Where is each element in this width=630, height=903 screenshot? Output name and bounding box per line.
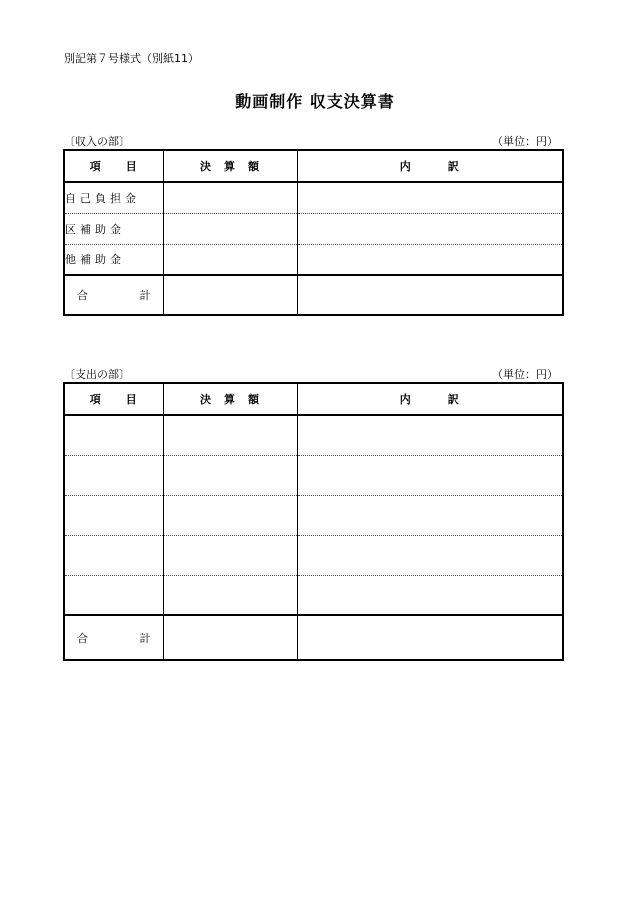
income-row-ward-subsidy [64, 213, 563, 244]
expense-row [64, 535, 563, 575]
expense-header-item: 項 目 [64, 383, 163, 415]
expense-total-left: 合 [77, 631, 88, 645]
expense-total-label [64, 615, 163, 660]
expense-detail-cell[interactable] [297, 535, 563, 575]
income-row-label: 自己負担金 [64, 182, 163, 213]
income-row-label: 他補助金 [64, 244, 163, 275]
expense-header-detail: 内 訳 [297, 383, 563, 415]
income-detail-cell[interactable] [297, 244, 563, 275]
expense-amount-cell[interactable] [163, 575, 297, 615]
expense-table [63, 382, 564, 661]
income-header-detail: 内 訳 [297, 150, 563, 182]
expense-amount-cell[interactable] [163, 455, 297, 495]
expense-row [64, 495, 563, 535]
expense-total-amount-cell[interactable] [163, 615, 297, 660]
expense-detail-cell[interactable] [297, 575, 563, 615]
expense-total-detail-cell[interactable] [297, 615, 563, 660]
expense-row [64, 415, 563, 455]
expense-amount-cell[interactable] [163, 535, 297, 575]
expense-total-row [64, 615, 563, 660]
income-amount-cell[interactable] [163, 213, 297, 244]
expense-detail-cell[interactable] [297, 495, 563, 535]
income-detail-cell[interactable] [297, 182, 563, 213]
form-number: 別記第７号様式（別紙11） [64, 52, 199, 65]
income-amount-cell[interactable] [163, 182, 297, 213]
expense-row [64, 575, 563, 615]
expense-total-right: 計 [139, 631, 151, 645]
expense-amount-cell[interactable] [163, 495, 297, 535]
expense-header-amount: 決 算 額 [163, 383, 297, 415]
expense-detail-cell[interactable] [297, 415, 563, 455]
income-header-item: 項 目 [64, 150, 163, 182]
income-row-other-subsidy [64, 244, 563, 275]
income-total-amount-cell[interactable] [163, 275, 297, 315]
expense-section-label: 〔支出の部〕 [64, 368, 130, 381]
income-row-label: 区補助金 [64, 213, 163, 244]
expense-item-cell[interactable] [64, 575, 163, 615]
document-title: 動画制作 収支決算書 [235, 92, 395, 111]
expense-item-cell[interactable] [64, 415, 163, 455]
income-unit-label: （単位：円） [492, 135, 558, 148]
income-total-row [64, 275, 563, 315]
income-header-amount: 決 算 額 [163, 150, 297, 182]
expense-item-cell[interactable] [64, 535, 163, 575]
expense-amount-cell[interactable] [163, 415, 297, 455]
income-row-self-funding [64, 182, 563, 213]
expense-unit-label: （単位：円） [492, 368, 558, 381]
expense-item-cell[interactable] [64, 455, 163, 495]
expense-header-row [64, 383, 563, 415]
income-total-right: 計 [139, 289, 151, 302]
income-detail-cell[interactable] [297, 213, 563, 244]
expense-item-cell[interactable] [64, 495, 163, 535]
income-header-row [64, 150, 563, 182]
income-total-left: 合 [77, 289, 88, 302]
income-amount-cell[interactable] [163, 244, 297, 275]
income-total-detail-cell[interactable] [297, 275, 563, 315]
income-total-label [64, 275, 163, 315]
expense-row [64, 455, 563, 495]
income-section-label: 〔収入の部〕 [64, 135, 130, 148]
income-table [63, 149, 564, 316]
expense-detail-cell[interactable] [297, 455, 563, 495]
